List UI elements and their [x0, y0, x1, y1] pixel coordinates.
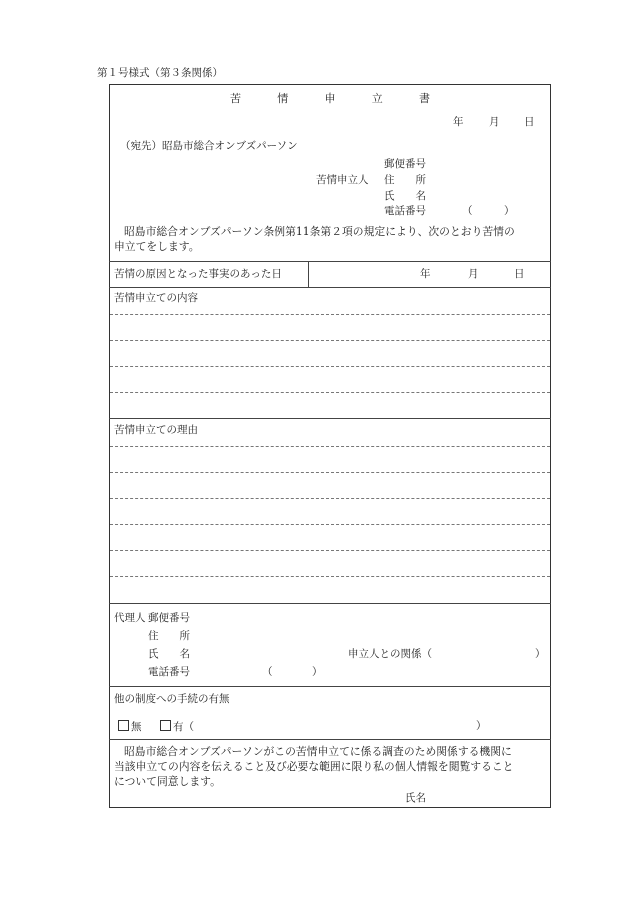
divider	[109, 287, 551, 288]
addressee: （宛先）昭島市総合オンブズパーソン	[120, 140, 298, 152]
divider	[109, 686, 551, 687]
agent-label: 代理人	[114, 612, 146, 624]
applicant-address-label: 住 所	[384, 174, 426, 186]
title-char: 申	[324, 92, 336, 105]
date-year: 年	[453, 116, 464, 128]
incident-year: 年	[420, 268, 431, 280]
intro-line-2: 申立てをします。	[114, 240, 200, 253]
writing-line[interactable]	[110, 314, 550, 315]
agent-phone-close: ）	[312, 666, 323, 678]
other-procedures-label: 他の制度への手続の有無	[114, 693, 230, 705]
other-none-option[interactable]	[118, 720, 142, 734]
divider	[109, 739, 551, 740]
title-char: 書	[419, 92, 430, 105]
agent-postal-label: 郵便番号	[148, 612, 190, 624]
writing-line[interactable]	[110, 524, 550, 525]
checkbox-icon[interactable]	[160, 720, 171, 731]
signature-label: 氏名	[405, 792, 426, 804]
other-yes-close: ）	[476, 720, 487, 732]
applicant-postal-label: 郵便番号	[384, 158, 426, 170]
title-char: 情	[277, 92, 289, 105]
divider	[109, 261, 551, 262]
form-title	[230, 92, 430, 105]
none-label: 無	[131, 721, 142, 733]
writing-line[interactable]	[110, 366, 550, 367]
consent-line-1: 昭島市総合オンブズパーソンがこの苦情申立てに係る調査のため関係する機関に	[124, 745, 512, 758]
agent-name-label: 氏 名	[148, 648, 190, 660]
applicant-phone-parens: （ ）	[462, 205, 515, 217]
writing-line[interactable]	[110, 472, 550, 473]
intro-line-1: 昭島市総合オンブズパーソン条例第11条第２項の規定により、次のとおり苦情の	[124, 225, 515, 238]
incident-month: 月	[468, 268, 479, 280]
consent-line-3: について同意します。	[114, 775, 221, 788]
date-day: 日	[524, 116, 535, 128]
writing-line[interactable]	[110, 446, 550, 447]
title-char: 立	[371, 92, 383, 105]
agent-phone-open: （	[262, 666, 273, 678]
writing-line[interactable]	[110, 340, 550, 341]
agent-relation-close: ）	[535, 648, 546, 660]
writing-line[interactable]	[110, 550, 550, 551]
applicant-role-label: 苦情申立人	[316, 174, 369, 186]
writing-line[interactable]	[110, 498, 550, 499]
divider	[109, 418, 551, 419]
agent-address-label: 住 所	[148, 630, 190, 642]
writing-line[interactable]	[110, 576, 550, 577]
agent-relation-label: 申立人との関係（	[348, 648, 432, 660]
applicant-name-label: 氏 名	[384, 190, 426, 202]
title-char: 苦	[230, 92, 241, 105]
divider	[308, 261, 309, 287]
writing-line[interactable]	[110, 392, 550, 393]
applicant-phone-label: 電話番号	[384, 205, 426, 217]
date-month: 月	[489, 116, 500, 128]
checkbox-icon[interactable]	[118, 720, 129, 731]
complaint-content-label: 苦情申立ての内容	[114, 292, 198, 304]
agent-phone-label: 電話番号	[148, 666, 190, 678]
consent-line-2: 当該申立ての内容を伝えること及び必要な範囲に限り私の個人情報を閲覧すること	[114, 760, 514, 773]
other-yes-option[interactable]	[160, 720, 194, 734]
complaint-reason-label: 苦情申立ての理由	[114, 424, 198, 436]
incident-day: 日	[514, 268, 525, 280]
incident-date-label: 苦情の原因となった事実のあった日	[114, 268, 282, 280]
form-number-label: 第１号様式（第３条関係）	[97, 67, 223, 79]
divider	[109, 603, 551, 604]
yes-label: 有（	[173, 721, 194, 733]
